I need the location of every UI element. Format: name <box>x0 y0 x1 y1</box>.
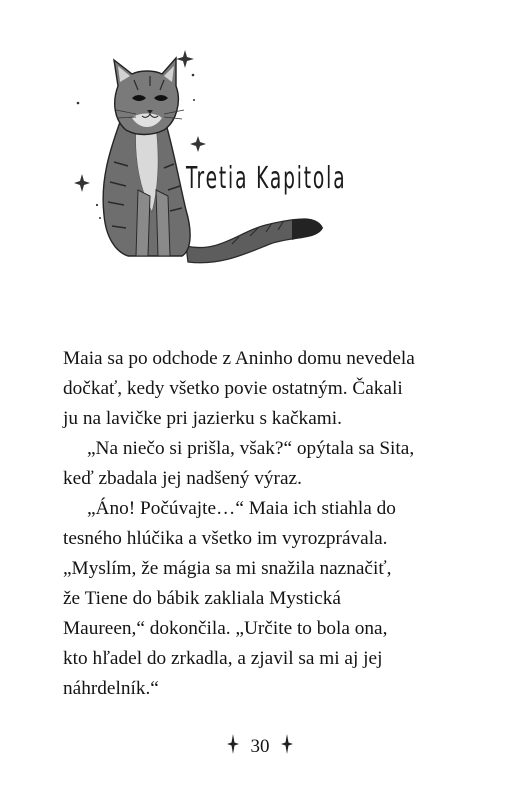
text-line: Maureen,“ dokončila. „Určite to bola ona, <box>63 618 388 639</box>
page-footer <box>0 734 520 760</box>
sparkle-ornament-icon <box>226 734 240 760</box>
text-line: „Myslím, že mágia sa mi snažila naznačiť, <box>63 558 392 579</box>
paragraph <box>63 434 463 494</box>
text-line: keď zbadala jej nadšený výraz. <box>63 468 302 489</box>
sitting-cat-icon <box>70 40 340 270</box>
chapter-body <box>63 344 463 704</box>
text-line: ju na lavičke pri jazierku s kačkami. <box>63 408 342 429</box>
text-line: náhrdelník.“ <box>63 678 159 699</box>
paragraph <box>63 494 463 704</box>
text-line: „Áno! Počúvajte…“ Maia ich stiahla do <box>87 498 396 519</box>
paragraph <box>63 344 463 434</box>
chapter-title: Tretia Kapitola <box>186 161 347 196</box>
text-line: dočkať, kedy všetko povie ostatným. Čakali <box>63 378 403 399</box>
text-line: Maia sa po odchode z Aninho domu nevedela <box>63 348 415 369</box>
text-line: kto hľadel do zrkadla, a zjavil sa mi aj jej <box>63 648 383 669</box>
text-line: „Na niečo si prišla, však?“ opýtala sa Sita, <box>87 438 415 459</box>
text-line: tesného hlúčika a všetko im vyrozprávala. <box>63 528 388 549</box>
text-line: že Tiene do bábik zakliala Mystická <box>63 588 341 609</box>
sparkle-ornament-icon <box>280 734 294 760</box>
page-number: 30 <box>250 736 270 757</box>
